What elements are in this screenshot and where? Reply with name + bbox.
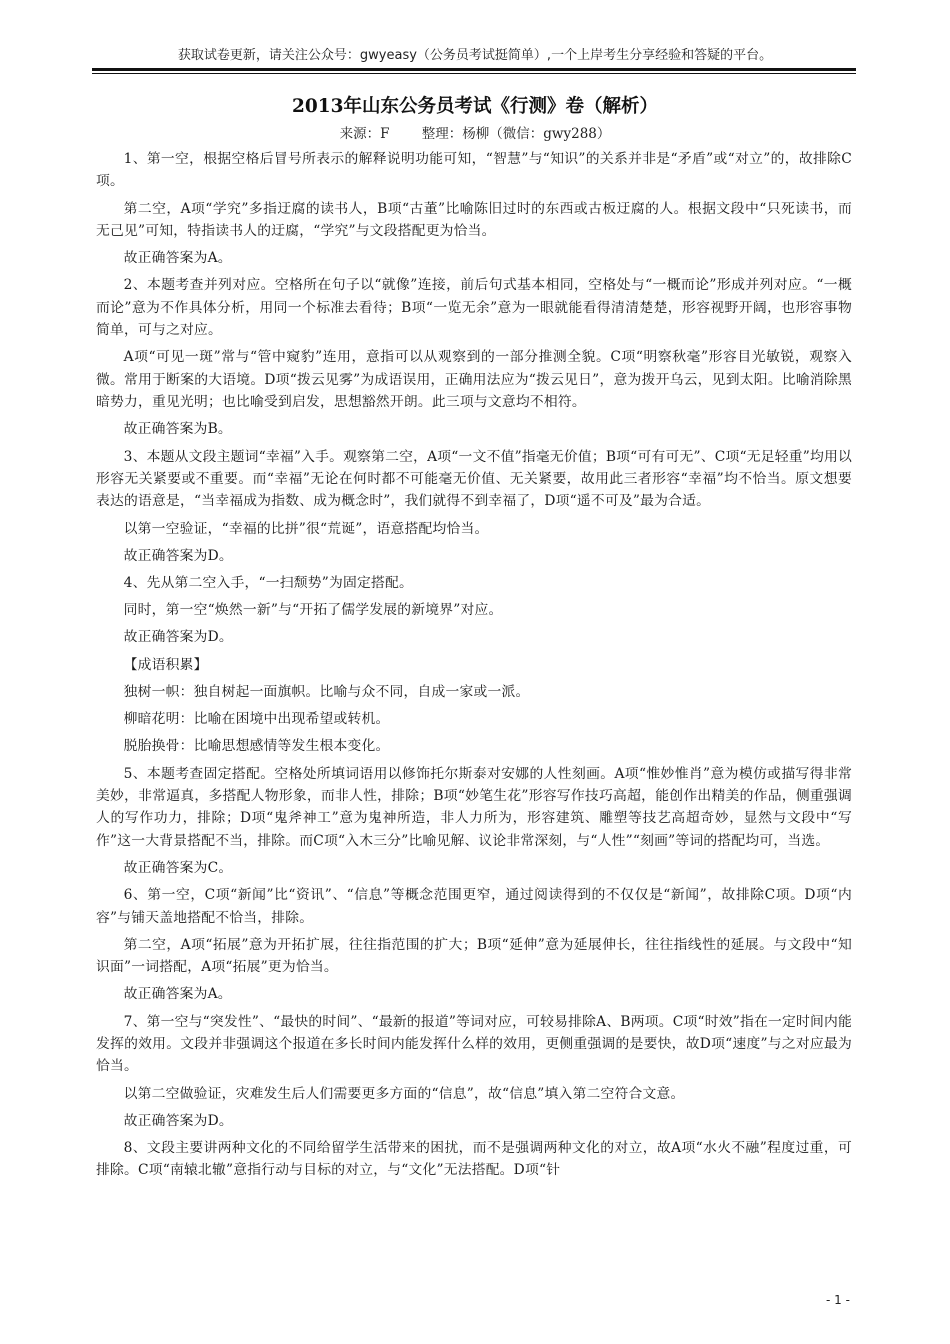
paragraph: 5、本题考查固定搭配。空格处所填词语用以修饰托尔斯泰对安娜的人性刻画。A项“惟妙惟肖”意为模仿或描写得非常美妙，非常逼真，多搭配人物形象，而非人性，排除；B项“妙笔生花”形容写作技巧高超，能创作出精美的作品，侧重强调人的写作功力，排除；D项“鬼斧神工”意为鬼神所造，非人力所为，形容建筑、雕塑等技艺高超奇妙，显然与文段中“写作”这一大背景搭配不当，排除。而C项“入木三分”比喻见解、议论非常深刻，与“人性”“刻画”等词的搭配均可，当选。 [96, 765, 852, 849]
document-meta [90, 122, 860, 142]
editor-label: 整理：杨柳（微信：gwy288） [421, 126, 611, 142]
paragraph: 故正确答案为D。 [123, 629, 233, 646]
page-header-notice: 获取试卷更新，请关注公众号：gwyeasy（公务员考试挺简单）,一个上岸考生分享经验和答疑的平台。 [177, 48, 773, 63]
header-divider [92, 68, 856, 71]
paragraph: 独树一帜：独自树起一面旗帜。比喻与众不同，自成一家或一派。 [123, 683, 530, 700]
paragraph: 以第二空做验证，灾难发生后人们需要更多方面的“信息”，故“信息”填入第二空符合文意。 [123, 1085, 685, 1102]
paragraph: 故正确答案为A。 [123, 986, 232, 1003]
source-label: 来源：F [339, 126, 390, 142]
paragraph: 故正确答案为D。 [123, 1112, 233, 1129]
paragraph: 故正确答案为C。 [123, 859, 233, 876]
page-number: - 1 - [826, 1293, 850, 1307]
paragraph: 故正确答案为A。 [123, 250, 232, 267]
paragraph: 第二空，A项“学究”多指迂腐的读书人，B项“古董”比喻陈旧过时的东西或古板迂腐的人。根据文段中“只死读书，而无己见”可知，特指读书人的迂腐，“学究”与文段搭配更为恰当。 [96, 200, 852, 240]
section-heading: 【成语积累】 [123, 656, 208, 673]
paragraph: 6、第一空，C项“新闻”比“资讯”、“信息”等概念范围更窄，通过阅读得到的不仅仅是“新闻”，故排除C项。D项“内容”与铺天盖地搭配不恰当，排除。 [96, 887, 852, 926]
paragraph: 2、本题考查并列对应。空格所在句子以“就像”连接，前后句式基本相同，空格处与“一概而论”形成并列对应。“一概而论”意为不作具体分析，用同一个标准去看待；B项“一览无余”意为一眼就能看得清清楚楚，形容视野开阔，也形容事物简单，可与之对应。 [96, 277, 852, 339]
paragraph: 脱胎换骨：比喻思想感情等发生根本变化。 [123, 738, 390, 755]
paragraph: 故正确答案为B。 [123, 421, 232, 438]
paragraph: 7、第一空与“突发性”、“最快的时间”、“最新的报道”等词对应，可较易排除A、B两项。C项“时效”指在一定时间内能发挥的效用。文段并非强调这个报道在多长时间内能发挥什么样的效用，更侧重强调的是要快，故D项“速度”与之对应最为恰当。 [96, 1013, 852, 1075]
paragraph: 柳暗花明：比喻在困境中出现希望或转机。 [123, 711, 390, 728]
document-body [96, 148, 852, 1187]
paragraph: 同时，第一空“焕然一新”与“开拓了儒学发展的新境界”对应。 [123, 602, 503, 619]
paragraph: 1、第一空，根据空格后冒号所表示的解释说明功能可知，“智慧”与“知识”的关系并非是“矛盾”或“对立”的，故排除C项。 [96, 151, 852, 190]
paragraph: 4、先从第二空入手，“一扫颓势”为固定搭配。 [123, 575, 414, 592]
paragraph: 3、本题从文段主题词“幸福”入手。观察第二空，A项“一文不值”指毫无价值；B项“可有可无”、C项“无足轻重”均用以形容无关紧要或不重要。而“幸福”无论在何时都不可能毫无价值、无关紧要，故用此三者形容“幸福”均不恰当。原文想要表达的语意是，“当幸福成为指数、成为概念时”，我们就得不到幸福了，D项“遥不可及”最为合适。 [96, 448, 852, 510]
paragraph: 第二空，A项“拓展”意为开拓扩展，往往指范围的扩大；B项“延伸”意为延展伸长，往往指线性的延展。与文段中“知识面”一词搭配，A项“拓展”更为恰当。 [96, 936, 852, 976]
paragraph: 故正确答案为D。 [123, 547, 233, 564]
paragraph: 8、文段主要讲两种文化的不同给留学生活带来的困扰，而不是强调两种文化的对立，故A项“水火不融”程度过重，可排除。C项“南辕北辙”意指行动与目标的对立，与“文化”无法搭配。D项“针 [96, 1139, 852, 1179]
document-title: 2013年山东公务员考试《行测》卷（解析） [292, 96, 658, 117]
paragraph: 以第一空验证，“幸福的比拼”很“荒诞”，语意搭配均恰当。 [123, 520, 489, 537]
paragraph: A项“可见一斑”常与“管中窥豹”连用，意指可以从观察到的一部分推测全貌。C项“明察秋毫”形容目光敏锐，观察入微。常用于断案的大语境。D项“拨云见雾”为成语误用，正确用法应为“拨云见日”，意为拨开乌云，见到太阳。比喻消除黑暗势力，重见光明；也比喻受到启发，思想豁然开朗。此三项与文意均不相符。 [96, 349, 852, 411]
